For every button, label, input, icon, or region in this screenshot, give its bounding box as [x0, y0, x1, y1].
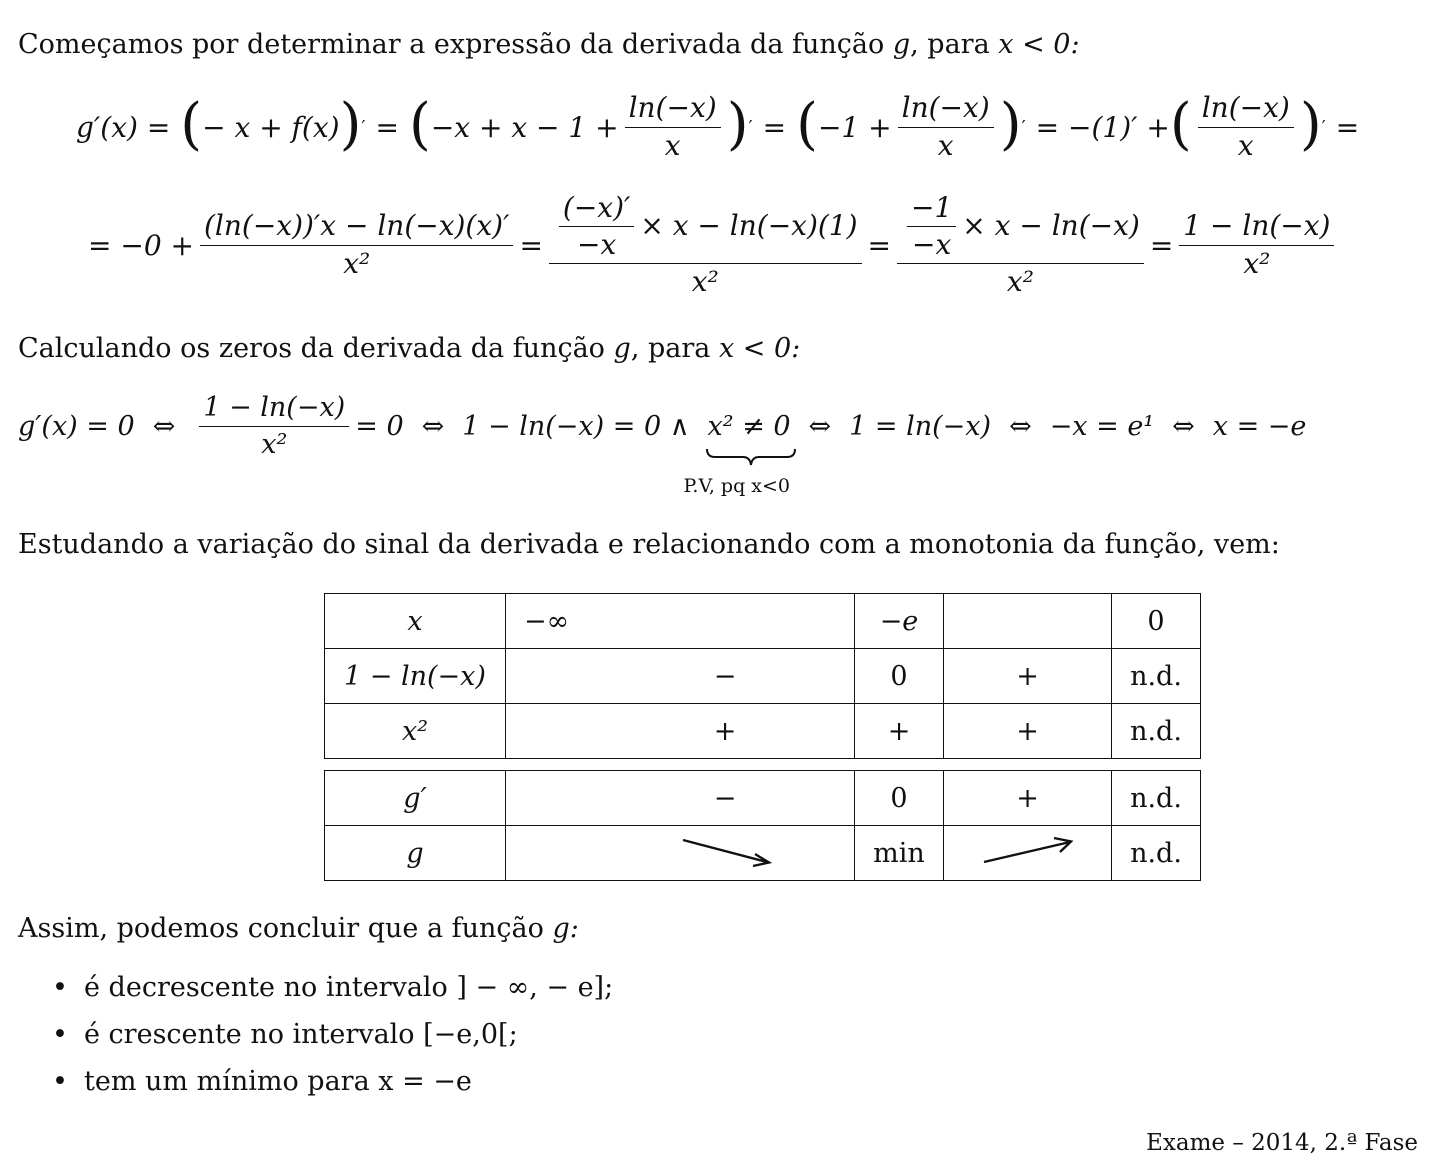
iff-symbol: ⇔	[808, 410, 832, 442]
table-header-row	[325, 594, 1201, 649]
table-cell: 1 − ln(−x)	[325, 649, 506, 704]
compound-fraction-1	[549, 192, 862, 299]
eq3-mid: 1 − ln(−x) = 0 ∧	[462, 410, 690, 442]
eq2-start: = −0 +	[88, 228, 194, 262]
table-cell: +	[944, 649, 1112, 704]
table-cell: g	[325, 826, 506, 881]
compound-tail: × x − ln(−x)	[962, 209, 1140, 243]
increasing-arrow-icon	[944, 830, 1111, 870]
table-cell: n.d.	[1112, 704, 1201, 759]
brace-label: P.V, pq x<0	[683, 474, 791, 497]
compound-num	[549, 192, 862, 264]
zeros-cond-pre: , para	[630, 333, 711, 364]
derivative-equation-line-2	[88, 186, 1340, 304]
table-cell: n.d.	[1112, 771, 1201, 826]
ln-over-x-fraction	[1198, 92, 1294, 161]
table-cell: +	[944, 771, 1112, 826]
eq3-eq0: = 0	[355, 410, 404, 442]
eq1-mid: = −(1)′ +	[1035, 110, 1170, 144]
ln-over-x-fraction	[898, 92, 994, 161]
table-cell: −e	[855, 594, 944, 649]
compound-num	[897, 192, 1144, 264]
zeros-fraction	[199, 392, 349, 459]
table-cell: g′	[325, 771, 506, 826]
sign-table	[324, 593, 1201, 759]
list-item: • é decrescente no intervalo ] − ∞, − e];	[52, 968, 613, 1015]
frac-num: −1	[907, 192, 956, 227]
list-item: • tem um mínimo para x = −e	[52, 1062, 613, 1109]
compound-tail: × x − ln(−x)(1)	[640, 209, 858, 243]
intro-var: g	[892, 29, 911, 60]
table-row	[325, 704, 1201, 759]
table-cell: n.d.	[1112, 649, 1201, 704]
table-cell: +	[944, 704, 1112, 759]
eq3-step2: −x = e¹	[1049, 410, 1155, 442]
underbrace-icon	[705, 447, 797, 469]
eq1-p2-pre: −x + x − 1 +	[430, 110, 619, 144]
paren-close: )	[999, 92, 1022, 157]
frac-num: ln(−x)	[625, 92, 721, 127]
frac-den: x	[937, 128, 954, 162]
conclusion-paragraph	[18, 912, 579, 946]
eq2-equals: =	[519, 228, 543, 262]
table-cell: x	[325, 594, 506, 649]
frac-den: x²	[1006, 265, 1034, 299]
frac-num: ln(−x)	[1198, 92, 1294, 127]
eq1-equals: =	[1335, 110, 1360, 144]
intro-paragraph	[18, 28, 1080, 62]
conclusion-list	[52, 968, 613, 1109]
frac-den: x	[1237, 128, 1254, 162]
frac-den: x²	[343, 246, 371, 280]
eq1-equals: =	[762, 110, 787, 144]
ln-over-x-fraction	[625, 92, 721, 161]
prime-mark: ′	[1021, 116, 1026, 138]
iff-symbol: ⇔	[1172, 410, 1195, 442]
zeros-cond: x < 0:	[718, 333, 801, 364]
table-cell: n.d.	[1112, 826, 1201, 881]
inner-fraction	[559, 192, 634, 261]
eq3-step1: 1 = ln(−x)	[849, 410, 992, 442]
paren-open: (	[180, 92, 203, 157]
conclusion-var: g:	[552, 913, 579, 944]
intro-text: Começamos por determinar a expressão da derivada da função	[18, 29, 885, 60]
iff-symbol: ⇔	[421, 410, 445, 442]
paren-open: (	[796, 92, 818, 157]
decreasing-arrow-icon	[551, 830, 809, 870]
prime-mark: ′	[748, 116, 753, 138]
iff-symbol: ⇔	[1009, 410, 1032, 442]
zeros-var: g	[613, 333, 631, 364]
table-cell: min	[855, 826, 944, 881]
inner-fraction	[907, 192, 956, 261]
frac-num: 1 − ln(−x)	[1179, 210, 1334, 245]
increasing-arrow-cell	[944, 826, 1112, 881]
eq3-step3: x = −e	[1212, 410, 1307, 442]
underbrace-group	[683, 410, 791, 497]
exam-source-footer: Exame – 2014, 2.ª Fase	[1146, 1130, 1418, 1156]
table-cell: −∞	[506, 594, 855, 649]
quotient-rule-fraction	[200, 210, 513, 279]
frac-den: −x	[577, 227, 617, 261]
table-cell: 0	[1112, 594, 1201, 649]
frac-num: (−x)′	[559, 192, 634, 227]
paren-close: )	[339, 92, 362, 157]
iff-symbol: ⇔	[152, 410, 176, 442]
table-row	[325, 771, 1201, 826]
frac-num: (ln(−x))′x − ln(−x)(x)′	[200, 210, 513, 245]
paren-open: (	[408, 92, 431, 157]
table-cell: +	[506, 704, 855, 759]
eq1-p1: − x + f(x)	[202, 110, 340, 144]
monotony-table	[324, 770, 1201, 881]
list-item: • é crescente no intervalo [−e,0[;	[52, 1015, 613, 1062]
table-cell: −	[506, 771, 855, 826]
conclusion-text: Assim, podemos concluir que a função	[18, 913, 544, 944]
eq2-equals: =	[867, 228, 892, 262]
frac-den: x	[664, 128, 681, 162]
eq2-equals: =	[1149, 228, 1174, 262]
frac-den: x²	[261, 428, 288, 460]
table-cell: −	[506, 649, 855, 704]
frac-den: x²	[1243, 246, 1271, 280]
zeros-equation	[18, 388, 1307, 497]
prime-mark: ′	[361, 116, 366, 138]
frac-num: 1 − ln(−x)	[199, 392, 349, 426]
zeros-paragraph	[18, 332, 800, 366]
eq1-equals: =	[375, 110, 399, 144]
table-row	[325, 649, 1201, 704]
paren-open: (	[1169, 92, 1192, 157]
zeros-text: Calculando os zeros da derivada da função	[18, 333, 605, 364]
eq1-p3-pre: −1 +	[817, 110, 892, 144]
decreasing-arrow-cell	[506, 826, 855, 881]
compound-fraction-2	[897, 192, 1144, 299]
frac-den: −x	[912, 227, 952, 261]
table-cell: +	[855, 704, 944, 759]
intro-cond-pre: , para	[910, 29, 990, 60]
brace-top: x² ≠ 0	[707, 410, 791, 442]
table-cell: 0	[855, 649, 944, 704]
result-fraction	[1179, 210, 1334, 279]
sign-study-paragraph: Estudando a variação do sinal da derivada e relacionando com a monotonia da função, vem:	[18, 529, 1280, 560]
frac-num: ln(−x)	[898, 92, 994, 127]
table-cell: x²	[325, 704, 506, 759]
eq1-lhs: g′(x) =	[76, 110, 171, 144]
intro-cond: x < 0:	[998, 29, 1080, 60]
derivative-equation-line-1	[76, 86, 1359, 168]
table-row	[325, 826, 1201, 881]
table-cell: 0	[855, 771, 944, 826]
paren-close: )	[726, 92, 749, 157]
table-cell	[944, 594, 1112, 649]
frac-den: x²	[691, 265, 719, 299]
paren-close: )	[1299, 92, 1322, 157]
eq3-lhs: g′(x) = 0	[18, 410, 135, 442]
prime-mark: ′	[1321, 116, 1326, 138]
